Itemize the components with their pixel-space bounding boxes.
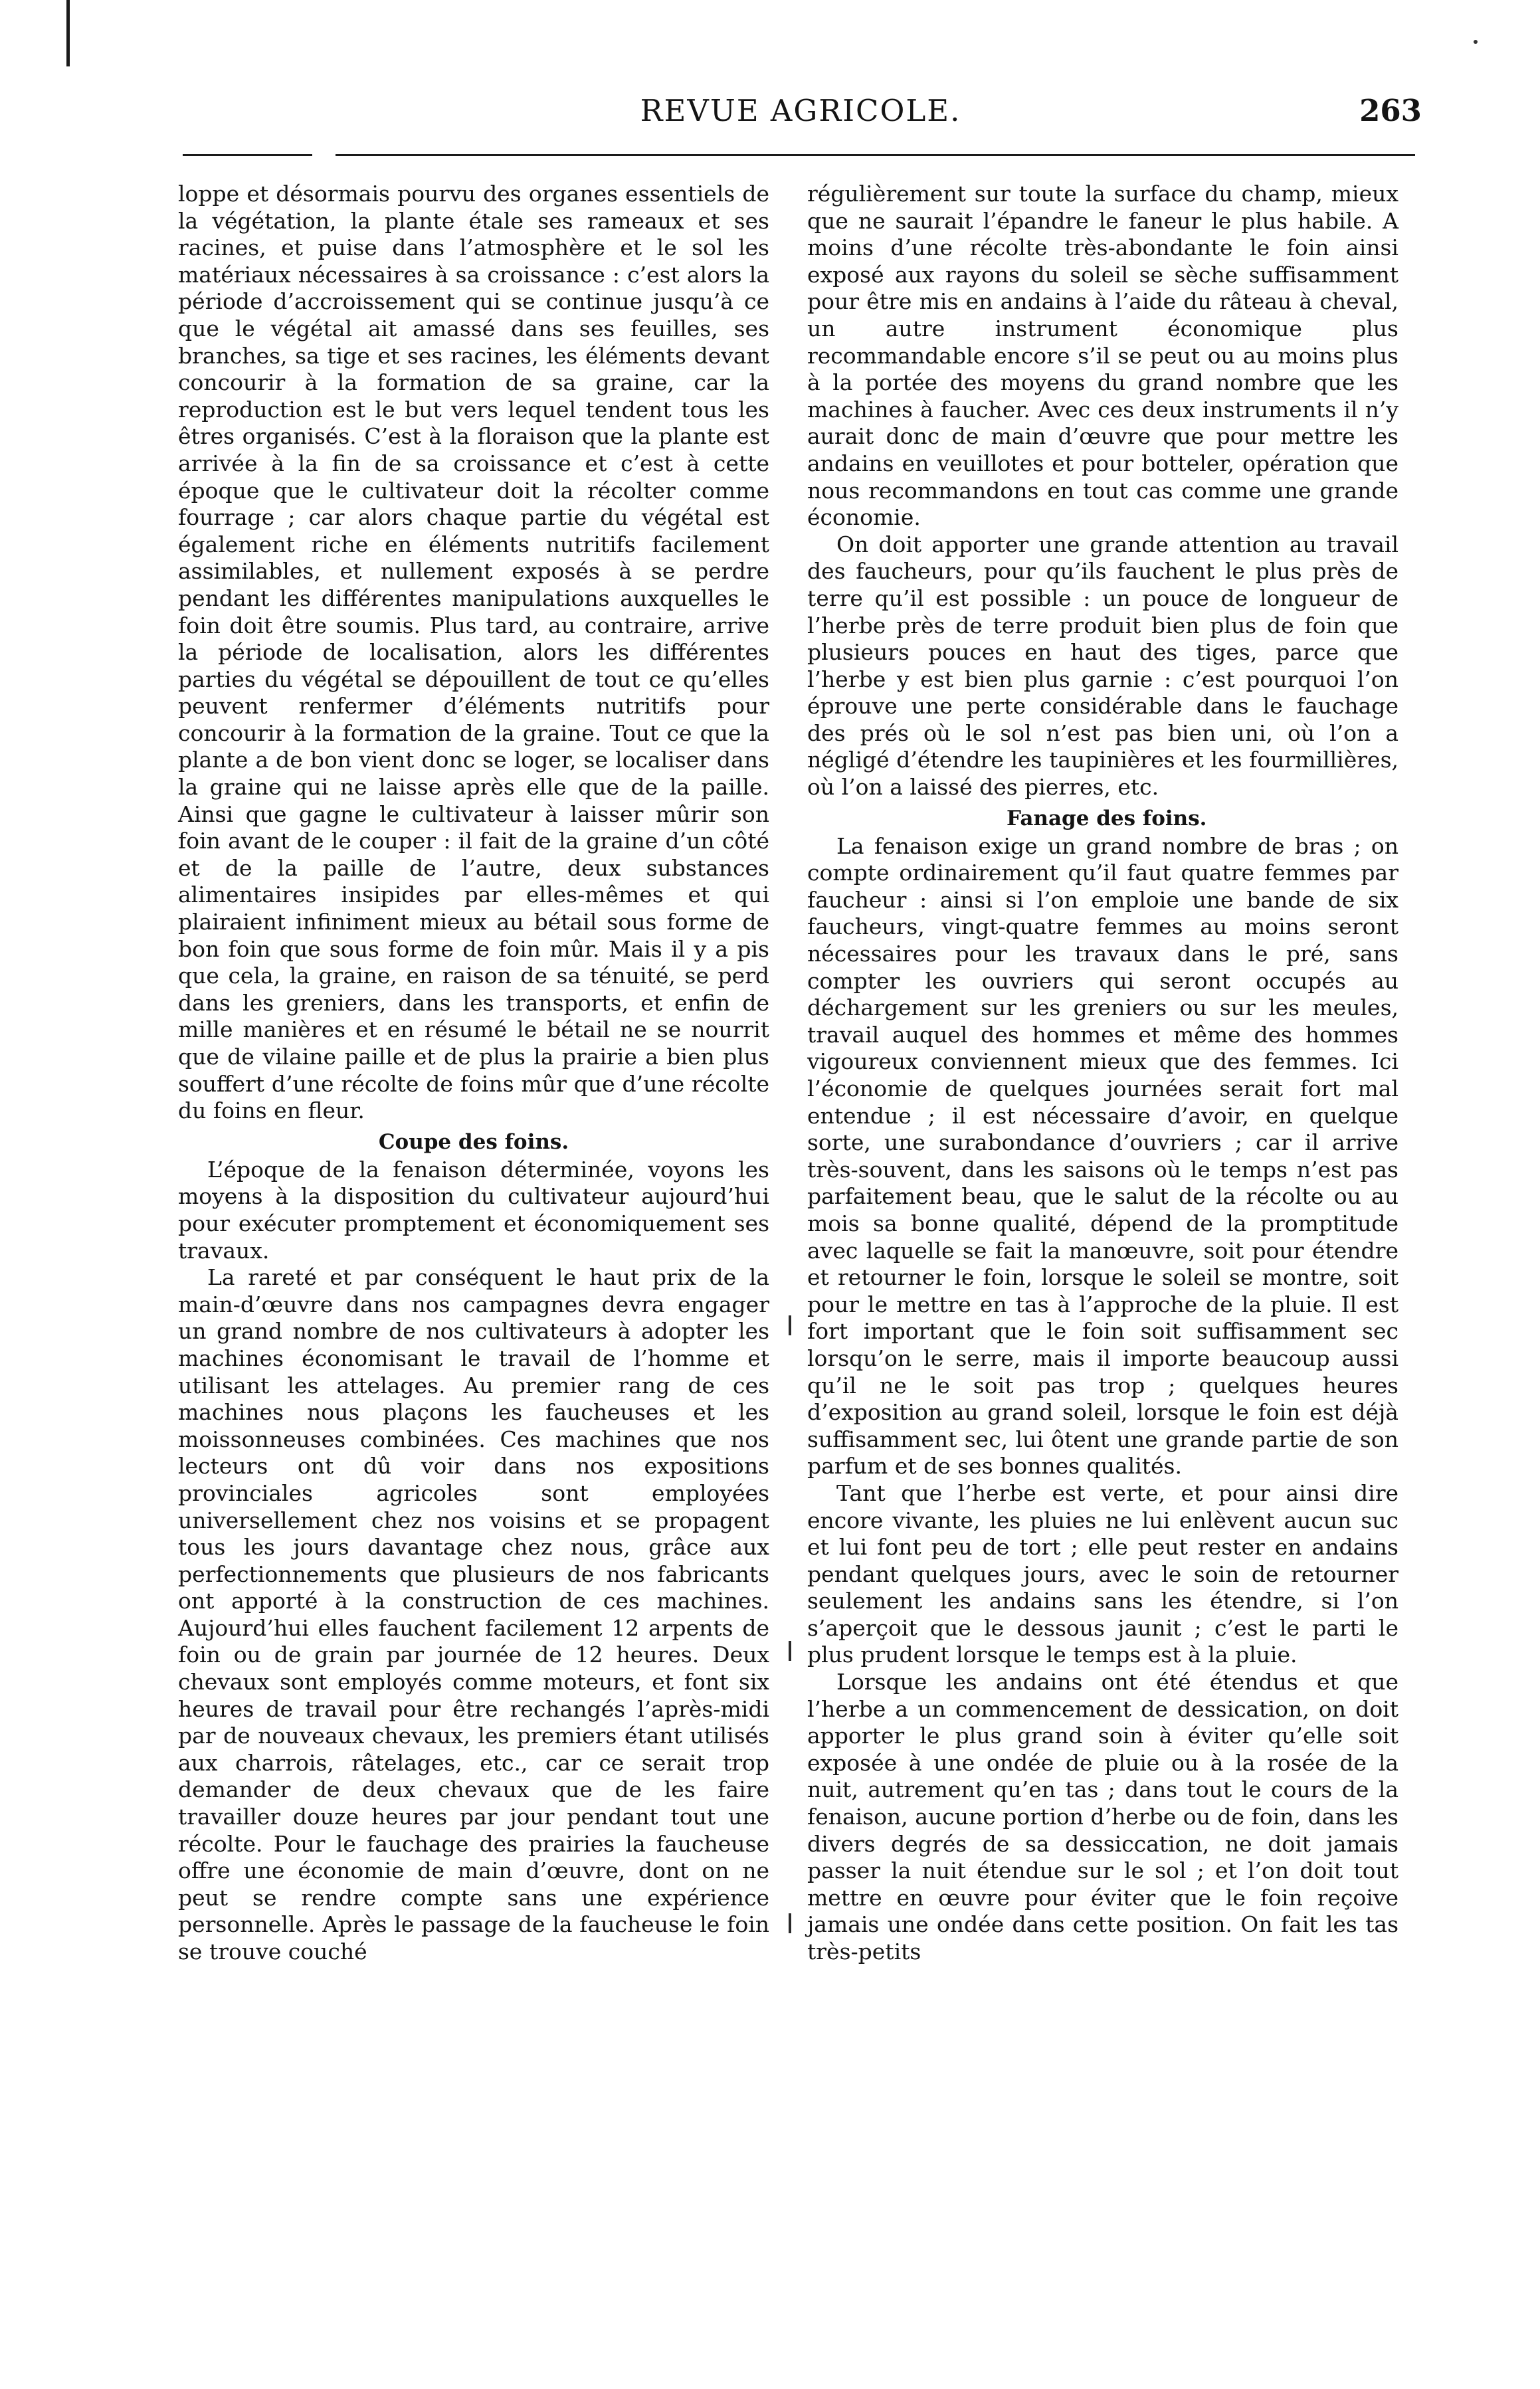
- paragraph: Lorsque les andains ont été étendus et que l’herbe a un commencement de dessication, on doit apporter le plus grand soin à éviter qu’elle soit exposée à une ondée de pluie ou à la rosée de la nuit, autrement qu’en tas ; dans tout le cours de la fenaison, aucune portion d’herbe ou de foin, dans les divers degrés de sa dessiccation, ne doit jamais passer la nuit étendue sur le sol ; et l’on doit tout mettre en œuvre pour éviter que le foin reçoive jamais une ondée dans cette position. On fait les tas très-petits: [807, 1669, 1398, 1964]
- gutter-mark: [789, 1913, 791, 1933]
- print-speck: [1474, 40, 1478, 44]
- paragraph-continued: loppe et désormais pourvu des organes essentiels de la végétation, la plante étale ses rameaux et ses racines, et puise dans l’atmosphère et le sol les matériaux nécessaires à sa croissance : c’est alors la période d’accroissement qui se continue jusqu’à ce que le végétal ait amassé dans ses feuilles, ses branches, sa tige et ses racines, les éléments devant concourir à la formation de sa graine, car la reproduction est le but vers lequel tendent tous les êtres organisés. C’est à la floraison que la plante est arrivée à la fin de sa croissance et c’est à cette époque que le cultivateur doit la récolter comme fourrage ; car alors chaque partie du végétal est également riche en éléments nutritifs facilement assimilables, et nullement exposés à se perdre pendant les différentes manipulations auxquelles le foin doit être soumis. Plus tard, au contraire, arrive la période de localisation, alors les différentes parties du végétal se dépouillent de tout ce qu’elles peuvent renfermer d’éléments nutritifs pour concourir à la formation de la graine. Tout ce que la plante a de bon vient donc se loger, se localiser dans la graine qui ne laisse après elle que de la paille. Ainsi que gagne le cultivateur à laisser mûrir son foin avant de le couper : il fait de la graine d’un côté et de la paille de l’autre, deux substances alimentaires insipides par elles-mêmes et qui plairaient infiniment mieux au bétail sous forme de bon foin que sous forme de foin mûr. Mais il y a pis que cela, la graine, en raison de sa ténuité, se perd dans les greniers, dans les transports, et enfin de mille manières et en résumé le bétail ne se nourrit que de vilaine paille et de plus la prairie a bien plus souffert d’une récolte de foins mûr que d’une récolte du foins en fleur.: [178, 181, 769, 1124]
- header-rule-main: [336, 154, 1415, 156]
- gutter-mark: [789, 1641, 791, 1661]
- paragraph: On doit apporter une grande attention au travail des faucheurs, pour qu’ils fauchent le plus près de terre qu’il est possible : un pouce de longueur de l’herbe près de terre produit bien plus de foin que plusieurs pouces en haut des tiges, parce que l’herbe y est bien plus garnie : c’est pourquoi l’on éprouve une perte considérable dans le fauchage des prés où le sol n’est pas bien uni, où l’on a négligé d’étendre les taupinières et les fourmillières, où l’on a laissé des pierres, etc.: [807, 531, 1398, 801]
- gutter-mark: [789, 1315, 791, 1335]
- journal-title: REVUE AGRICOLE.: [640, 93, 961, 128]
- paragraph: La rareté et par conséquent le haut prix de la main-d’œuvre dans nos campagnes devra engager un grand nombre de nos cultivateurs à adopter les machines économisant le travail de l’homme et utilisant les attelages. Au premier rang de ces machines nous plaçons les faucheuses et les moissonneuses combinées. Ces machines que nos lecteurs ont dû voir dans nos expositions provinciales agricoles sont employées universellement chez nos voisins et se propagent tous les jours davantage chez nous, grâce aux perfectionnements que plusieurs de nos fabricants ont apporté à la construction de ces machines. Aujourd’hui elles fauchent facilement 12 arpents de foin ou de grain par journée de 12 heures. Deux chevaux sont employés comme moteurs, et font six heures de travail pour être rechangés l’après-midi par de nouveaux chevaux, les premiers étant utilisés aux charrois, râtelages, etc., car ce serait trop demander de deux chevaux que de les faire travailler douze heures par jour pendant tout une récolte. Pour le fauchage des prairies la faucheuse offre une économie de main d’œuvre, dont on ne peut se rendre compte sans une expérience personnelle. Après le passage de la faucheuse le foin se trouve couché: [178, 1264, 769, 1964]
- header-rule-left: [183, 154, 312, 156]
- left-column: [178, 181, 769, 1966]
- paragraph: Tant que l’herbe est verte, et pour ainsi dire encore vivante, les pluies ne lui enlèvent aucun suc et lui font peu de tort ; elle peut rester en andains pendant quelques jours, avec le soin de retourner seulement les andains sans les étendre, si l’on s’aperçoit que le dessous jaunit ; c’est le parti le plus prudent lorsque le temps est à la pluie.: [807, 1480, 1398, 1668]
- paragraph: L’époque de la fenaison déterminée, voyons les moyens à la disposition du cultivateur aujourd’hui pour exécuter promptement et économiquement ses travaux.: [178, 1156, 769, 1264]
- binding-margin-rule: [66, 0, 70, 66]
- running-head: [179, 93, 1422, 133]
- section-heading-coupe: Coupe des foins.: [378, 1129, 569, 1154]
- page-number: 263: [1359, 93, 1422, 128]
- paragraph: La fenaison exige un grand nombre de bras ; on compte ordinairement qu’il faut quatre femmes par faucheur : ainsi si l’on emploie une bande de six faucheurs, vingt-quatre femmes au moins seront nécessaires pour les travaux dans le pré, sans compter les ouvriers qui seront occupés au déchargement sur les greniers ou sur les meules, travail auquel des hommes et même des hommes vigoureux conviennent mieux que des femmes. Ici l’économie de quelques journées serait fort mal entendue ; il est nécessaire d’avoir, en quelque sorte, une surabondance d’ouvriers ; car il arrive très-souvent, dans les saisons où le temps n’est pas parfaitement beau, que le salut de la récolte ou au mois sa bonne qualité, dépend de la promptitude avec laquelle se fait la manœuvre, soit pour étendre et retourner le foin, lorsque le soleil se montre, soit pour le mettre en tas à l’approche de la pluie. Il est fort important que le foin soit suffisamment sec lorsqu’on le serre, mais il importe beaucoup aussi qu’il ne le soit pas trop ; quelques heures d’exposition au grand soleil, lorsque le foin est déjà suffisamment sec, lui ôtent une grande partie de son parfum et de ses bonnes qualités.: [807, 832, 1398, 1480]
- section-heading-fanage: Fanage des foins.: [1007, 806, 1207, 830]
- paragraph-continued: régulièrement sur toute la surface du champ, mieux que ne saurait l’épandre le faneur le plus habile. A moins d’une récolte très-abondante le foin ainsi exposé aux rayons du soleil se sèche suffisamment pour être mis en andains à l’aide du râteau à cheval, un autre instrument économique plus recommandable encore s’il se peut ou au moins plus à la portée des moyens du grand nombre que les machines à faucher. Avec ces deux instruments il n’y aurait donc de main d’œuvre que pour mettre les andains en veuillotes et pour botteler, opération que nous recommandons en tout cas comme une grande économie.: [807, 181, 1398, 531]
- right-column: [807, 181, 1398, 1966]
